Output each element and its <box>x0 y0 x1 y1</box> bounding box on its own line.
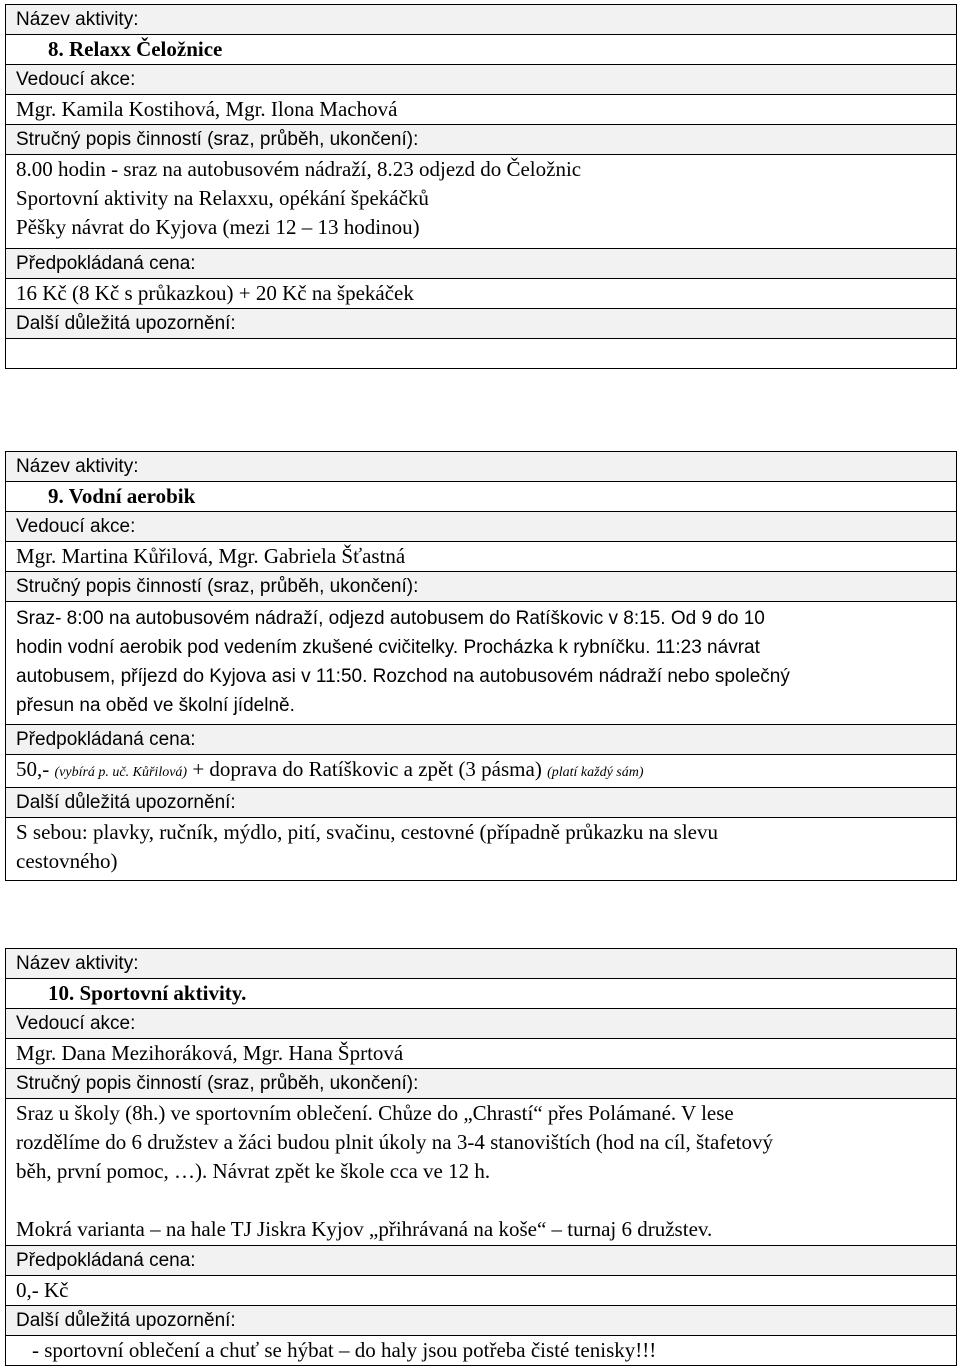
description-label: Stručný popis činností (sraz, průběh, ukončení): <box>16 129 419 150</box>
price-value <box>6 755 956 787</box>
description-blank-line <box>6 1186 956 1215</box>
name-row <box>6 34 956 64</box>
price-label: Předpokládaná cena: <box>16 729 196 750</box>
activity-title: 10. Sportovní aktivity. <box>48 981 247 1005</box>
description-line: Sraz u školy (8h.) ve sportovním oblečení. Chůze do „Chrastí“ přes Polámané. V lese <box>16 1101 734 1125</box>
description-line: Sraz- 8:00 na autobusovém nádraží, odjezd autobusem do Ratíškovic v 8:15. Od 9 do 10 <box>16 608 765 629</box>
price-label-row <box>6 724 956 754</box>
notes-label-row <box>6 1305 956 1335</box>
leader-label: Vedoucí akce: <box>16 69 136 90</box>
name-label-row <box>6 452 956 481</box>
notes-row <box>6 817 956 880</box>
description-line: běh, první pomoc, …). Návrat zpět ke škole cca ve 12 h. <box>16 1159 491 1183</box>
leaders-value: Mgr. Kamila Kostihová, Mgr. Ilona Machová <box>16 97 398 121</box>
price-label-row <box>6 248 956 278</box>
notes-line: S sebou: plavky, ručník, mýdlo, pití, svačinu, cestovné (případně průkazku na slevu <box>16 820 718 844</box>
description-label: Stručný popis činností (sraz, průběh, ukončení): <box>16 1073 419 1094</box>
description-line: autobusem, příjezd do Kyjova asi v 11:50. Rozchod na autobusovém nádraží nebo společný <box>16 666 790 687</box>
description-line: Pěšky návrat do Kyjova (mezi 12 – 13 hodinou) <box>16 215 420 239</box>
leader-label-row <box>6 511 956 541</box>
price-row <box>6 754 956 787</box>
description-label: Stručný popis činností (sraz, průběh, ukončení): <box>16 576 419 597</box>
leader-row <box>6 94 956 124</box>
leaders-value: Mgr. Martina Kůřilová, Mgr. Gabriela Šťastná <box>16 544 406 568</box>
notes-label: Další důležitá upozornění: <box>16 313 236 334</box>
description-line: Mokrá varianta – na hale TJ Jiskra Kyjov „přihrávaná na koše“ – turnaj 6 družstev. <box>16 1217 713 1241</box>
activity-title: 8. Relaxx Čeložnice <box>48 37 223 61</box>
name-label-row <box>6 5 956 34</box>
name-label: Název aktivity: <box>16 953 139 974</box>
notes-value: - sportovní oblečení a chuť se hýbat – do haly jsou potřeba čisté tenisky!!! <box>32 1338 657 1362</box>
description-label-row <box>6 1068 956 1098</box>
leader-label: Vedoucí akce: <box>16 516 136 537</box>
notes-label: Další důležitá upozornění: <box>16 1310 236 1331</box>
leader-label-row <box>6 1008 956 1038</box>
leader-row <box>6 1038 956 1068</box>
leader-label-row <box>6 64 956 94</box>
price-value: 16 Kč (8 Kč s průkazkou) + 20 Kč na špekáček <box>16 281 414 305</box>
description-line: přesun na oběd ve školní jídelně. <box>16 695 295 716</box>
notes-label: Další důležitá upozornění: <box>16 792 236 813</box>
notes-line: cestovného) <box>16 849 118 873</box>
price-label: Předpokládaná cena: <box>16 253 196 274</box>
description-row <box>6 601 956 724</box>
name-label: Název aktivity: <box>16 9 139 30</box>
price-row <box>6 278 956 308</box>
name-row <box>6 481 956 511</box>
description-line: Sportovní aktivity na Relaxxu, opékání špekáčků <box>16 186 429 210</box>
name-label-row <box>6 949 956 978</box>
price-note-collector: (vybírá p. uč. Kůřilová) <box>54 765 188 780</box>
price-note-payer: (platí každý sám) <box>547 765 644 780</box>
notes-label-row <box>6 787 956 817</box>
leader-row <box>6 541 956 571</box>
price-transport: + doprava do Ratíškovic a zpět (3 pásma) <box>192 757 542 781</box>
description-label-row <box>6 571 956 601</box>
activity-10-form <box>5 948 957 1366</box>
price-label-row <box>6 1245 956 1275</box>
description-row <box>6 1098 956 1245</box>
price-main: 50,- <box>16 757 50 781</box>
notes-row <box>6 338 956 368</box>
activity-9-form <box>5 451 957 881</box>
description-row <box>6 154 956 248</box>
notes-row <box>6 1335 956 1365</box>
price-label: Předpokládaná cena: <box>16 1250 196 1271</box>
description-label-row <box>6 124 956 154</box>
description-line: hodin vodní aerobik pod vedením zkušené cvičitelky. Procházka k rybníčku. 11:23 návrat <box>16 637 760 658</box>
name-label: Název aktivity: <box>16 456 139 477</box>
notes-label-row <box>6 308 956 338</box>
price-value: 0,- Kč <box>16 1278 69 1302</box>
leaders-value: Mgr. Dana Mezihoráková, Mgr. Hana Šprtová <box>16 1041 404 1065</box>
activity-title: 9. Vodní aerobik <box>48 484 196 508</box>
description-line: rozdělíme do 6 družstev a žáci budou plnit úkoly na 3-4 stanovištích (hod na cíl, štafetový <box>16 1130 773 1154</box>
price-row <box>6 1275 956 1305</box>
description-line: 8.00 hodin - sraz na autobusovém nádraží, 8.23 odjezd do Čeložnic <box>16 157 582 181</box>
activity-8-form <box>5 4 957 369</box>
leader-label: Vedoucí akce: <box>16 1013 136 1034</box>
name-row <box>6 978 956 1008</box>
